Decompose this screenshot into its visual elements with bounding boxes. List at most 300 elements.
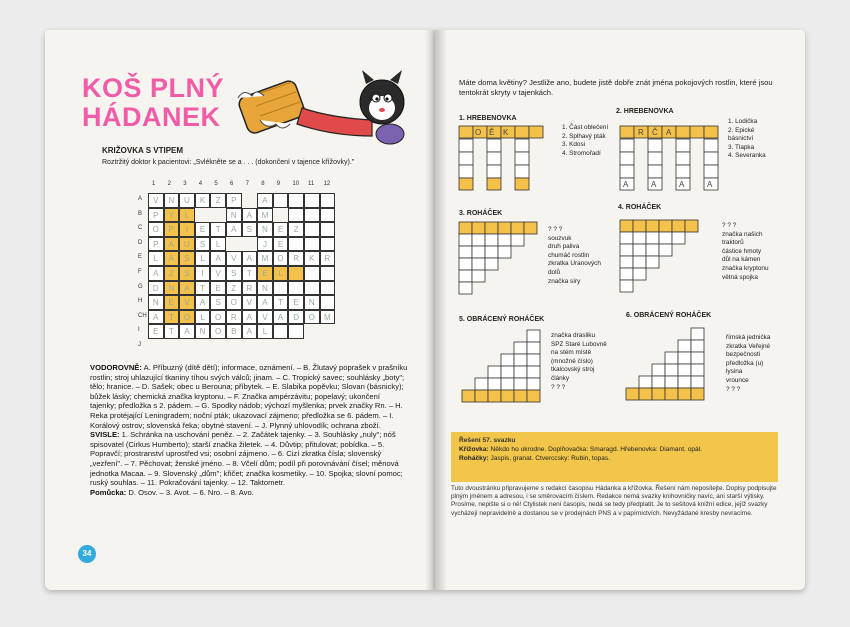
- crossword-cell: [288, 237, 304, 252]
- puzzle-cell: [633, 256, 646, 268]
- crossword-cell: [288, 281, 304, 296]
- puzzle-cell: [659, 232, 672, 244]
- crossword-cell: S: [242, 222, 258, 237]
- crossword-cell: A: [210, 251, 226, 266]
- puzzle-cell: [620, 152, 634, 165]
- title-line-1: KOŠ PLNÝ: [82, 73, 225, 103]
- puzzle-cell: [459, 234, 472, 246]
- answers-label-1: Křížovka:: [459, 446, 489, 453]
- row-letter: A: [138, 196, 143, 202]
- crossword-cell: P: [226, 193, 242, 208]
- column-number: 10: [292, 181, 300, 187]
- crossword-cell: L: [210, 237, 226, 252]
- crossword-cell: M: [320, 310, 336, 325]
- puzzle-cell: [459, 139, 473, 152]
- puzzle-1-clue: 2. Splhavý pták: [562, 132, 606, 140]
- crossword-cell: [304, 193, 320, 208]
- crossword-cell: [304, 237, 320, 252]
- clues-block: [90, 363, 408, 497]
- puzzle-letter: Č: [652, 128, 658, 137]
- puzzle-cell: [487, 165, 501, 178]
- column-number: 8: [261, 181, 265, 187]
- puzzle-6-clues: [726, 334, 788, 394]
- crossword-cell: N: [148, 295, 164, 310]
- crossword-cell: [320, 237, 336, 252]
- puzzle-cell: [472, 222, 485, 234]
- row-letter: G: [138, 283, 143, 290]
- answers-line-1: Někdo ho ukrodne. Doplňovačka: Smaragd. Hřebenovka: Diamant, opál.: [490, 446, 703, 453]
- puzzle-5-clues: [551, 332, 617, 392]
- crossword-cell: V: [210, 266, 226, 281]
- puzzle-cell: [472, 258, 485, 270]
- puzzle-letter: A: [651, 180, 657, 189]
- puzzle-cell: [459, 178, 473, 190]
- puzzle-3-clue: zkratka Uranových dolů: [548, 260, 601, 276]
- crossword-cell: [273, 324, 289, 339]
- puzzle-cell: [678, 388, 691, 400]
- puzzle-cell: [488, 390, 501, 402]
- puzzle-cell: [498, 234, 511, 246]
- puzzle-6-clue: vrounce: [726, 376, 749, 384]
- puzzle-1-clue: 1. Část oblečení: [562, 124, 609, 131]
- footer-note: Tuto dvoustránku připravujeme s redakcí časopisu Hádanka a křížovka. Řešení nám neposílejte. Doplsy podpisujte plným jménem a adresou, i se směrovacím číslem. Redakce nemá svazky knihovničky navíc, ani starší výtisky. Prosíme, nepište si o ně! Ctylistek není časopis, nedá se tedy předplatit. Je to sešitová knižní edice, jejíž svazky vycházejí nepravidelně a dostanou se v prodejnách PNS a v papírnictvích. Nevyžádané kresby nevracíme.: [451, 485, 777, 517]
- across-clues: A. Příbuzný (dítě dětí); informace, oznámení. – B. Žlutavý poprašek v prašníku rostlin; stroj uhlazující tkaniny tíhou svých válců; jinam. – C. Tropický savec; souhlásky „boty"; tělo; hranice. – D. Sašek; obec u Berouna; příbytek. – E. Slabika popěvku; Slovan (básnicky); bůžek lásky; chemická značka kryptonu. – F. Značka ampérzávitu; popelavý; ukončení tajenky; předložka s 2. pádem. – G. Spodky nádob; výchozí myšlenka; prvek značky Rn. – H. Reka protéjající Leningradem; noční pták; ukazovací zájmeno; předložka se 6. pádem. – I. Korálový ostrov; slovenská řeka; obytné stavení. – J. Plynný uhlovodík; ochrana zboží.: [90, 363, 408, 430]
- puzzle-letter: A: [679, 180, 685, 189]
- crossword-cell: A: [273, 310, 289, 325]
- crossword-cell: S: [179, 266, 195, 281]
- down-heading: SVISLE:: [90, 430, 120, 440]
- puzzle-cell: [672, 232, 685, 244]
- puzzle-cell: [665, 352, 678, 364]
- crossword-cell: [273, 193, 289, 208]
- puzzle-3-clue: souzvuk: [548, 234, 572, 242]
- puzzle-cell: [620, 268, 633, 280]
- crossword-cell: [288, 193, 304, 208]
- puzzle-6-clue: lysina: [726, 368, 743, 376]
- puzzle-cell: [514, 366, 527, 378]
- row-letter: H: [138, 298, 143, 305]
- puzzle-2-clue: 2. Epické básnictví: [728, 126, 755, 143]
- crossword-cell: T: [273, 295, 289, 310]
- puzzle-6-clue: ? ? ?: [726, 385, 741, 393]
- puzzle-cell: [676, 165, 690, 178]
- crossword-cell: N: [164, 193, 180, 208]
- puzzle-cell: [633, 220, 646, 232]
- puzzle-cell: [704, 152, 718, 165]
- crossword-cell: L: [148, 251, 164, 266]
- crossword-cell: E: [210, 281, 226, 296]
- crossword-cell: N: [164, 281, 180, 296]
- puzzle-cell: [620, 232, 633, 244]
- puzzle-cell: [485, 234, 498, 246]
- crossword-cell: O: [273, 251, 289, 266]
- answers-label-2: Roháčky:: [459, 455, 489, 462]
- puzzle-cell: [646, 232, 659, 244]
- page-number-badge: 34: [78, 545, 96, 563]
- crossword-cell: A: [148, 266, 164, 281]
- puzzle-1-clue: 3. Kdosi: [562, 141, 586, 149]
- crossword-cell: [304, 222, 320, 237]
- puzzle-cell: [652, 388, 665, 400]
- puzzle-cell: [511, 234, 524, 246]
- page-title: [82, 74, 224, 132]
- answers-line-2: Jaspis, granat. Ctverccsky: Rubin, topas.: [490, 455, 611, 462]
- puzzle-4-clue: ? ? ?: [722, 222, 737, 229]
- crossword-cell: [288, 324, 304, 339]
- puzzle-cell: [459, 222, 472, 234]
- crossword-cell: [320, 266, 336, 281]
- puzzle-2-clues: [728, 118, 780, 161]
- puzzle-cell: [626, 388, 639, 400]
- puzzle-cell: [691, 376, 704, 388]
- row-letter: C: [138, 225, 143, 232]
- puzzle-6-clue: zkratka Veřejné bezpečnosti: [726, 342, 771, 359]
- crossword-cell: S: [195, 237, 211, 252]
- puzzle-cell: [527, 390, 540, 402]
- crossword-cell: O: [226, 295, 242, 310]
- column-number: 5: [214, 181, 218, 187]
- puzzle-3-clue: ? ? ?: [548, 226, 563, 233]
- puzzle-cell: [459, 270, 472, 282]
- puzzle-cell: [475, 390, 488, 402]
- row-letter: CH: [138, 312, 147, 319]
- puzzle-6-title: 6. OBRÁCENÝ ROHÁČEK: [626, 312, 712, 319]
- crossword-cell: A: [226, 222, 242, 237]
- puzzle-3-clue: značka síry: [548, 277, 581, 285]
- column-number: 4: [198, 181, 203, 187]
- puzzle-cell: [691, 328, 704, 340]
- crossword-cell: R: [226, 310, 242, 325]
- puzzle-letter: R: [638, 128, 644, 137]
- puzzle-cell: [459, 152, 473, 165]
- crossword-cell: A: [242, 251, 258, 266]
- crossword-cell: L: [195, 310, 211, 325]
- crossword-cell: A: [179, 281, 195, 296]
- puzzle-cell: [704, 165, 718, 178]
- crossword-cell: A: [179, 324, 195, 339]
- puzzle-cell: [648, 152, 662, 165]
- puzzle-2-title: 2. HREBENOVKA: [616, 108, 674, 115]
- row-letter: I: [138, 327, 140, 334]
- puzzle-cell: [620, 220, 633, 232]
- puzzle-4-title: 4. ROHÁČEK: [618, 204, 662, 211]
- down-clues: 1. Schránka na uschování peněz. – 2. Začátek tajenky. – 3. Souhlásky „nuly"; nóš spisovatel (Cirkus Humberto); starší značka žiletek. – 4. Důvtip; přitulovat; pobídka. – 5. Popravčí; prostranství uprostřed vsi; osobní zájmeno. – 6. Cizí zkratka čísla; slovenský „vezření". – 7. Pěchovat; ženské jméno. – 8. Včelí dům; podíl při porovnávání čísel; měnová jednotka Macaa. – 9. Slovenský „dům"; křičet; značka kosmetiky. – 10. Spojka; slovní pomoc; ruský souhlas. – 11. Pokračování tajenky. – 12. Taktometr.: [90, 430, 403, 488]
- puzzle-1-grid: [459, 122, 555, 197]
- puzzle-cell: [514, 354, 527, 366]
- puzzle-cell: [487, 178, 501, 190]
- puzzle-cell: [646, 256, 659, 268]
- book-gutter: [425, 30, 447, 590]
- crossword-cell: [288, 208, 304, 223]
- puzzle-5-title: 5. OBRÁCENÝ ROHÁČEK: [459, 316, 545, 323]
- puzzle-cell: [514, 378, 527, 390]
- crossword-cell: I: [195, 266, 211, 281]
- crossword-cell: [273, 281, 289, 296]
- puzzle-cell: [485, 246, 498, 258]
- crossword-cell: [288, 266, 304, 281]
- crossword-cell: S: [179, 251, 195, 266]
- puzzle-cell: [511, 222, 524, 234]
- crossword-cell: M: [257, 208, 273, 223]
- puzzle-cell: [633, 268, 646, 280]
- crossword-cell: O: [210, 324, 226, 339]
- crossword-cell: P: [164, 222, 180, 237]
- crossword-cell: Z: [210, 193, 226, 208]
- crossword-cell: A: [164, 237, 180, 252]
- section-heading: KRIŽOVKA S VTIPEM: [102, 146, 184, 155]
- puzzle-4-clue: větná spojka: [722, 273, 758, 281]
- crossword-cell: Z: [288, 222, 304, 237]
- puzzle-cell: [639, 376, 652, 388]
- crossword-cell: K: [304, 251, 320, 266]
- puzzle-3-clues: [548, 226, 606, 286]
- puzzle-cell: [633, 244, 646, 256]
- puzzle-5-clue: značka drasliku: [551, 332, 596, 339]
- puzzle-cell: [472, 246, 485, 258]
- puzzle-5-clue: SPZ Staré Lubovně: [551, 340, 607, 348]
- crossword-cell: N: [257, 222, 273, 237]
- puzzle-2-clue: 3. Tlapka: [728, 143, 755, 151]
- crossword-cell: V: [148, 193, 164, 208]
- crossword-cell: I: [179, 222, 195, 237]
- puzzle-cell: [514, 390, 527, 402]
- puzzle-cell: [620, 280, 633, 292]
- puzzle-3-clue: chumáč rostlin: [548, 251, 590, 259]
- crossword-cell: [304, 266, 320, 281]
- puzzle-cell: [678, 340, 691, 352]
- crossword-intro: Roztržitý doktor k pacientovi: „Svlékněte se a . . . (dokončení v tajence křížovky).": [102, 159, 355, 166]
- crossword-cell: [304, 281, 320, 296]
- puzzle-cell: [676, 152, 690, 165]
- puzzle-cell: [527, 366, 540, 378]
- right-intro: Máte doma květiny? Jestliže ano, budete jistě dobře znát jména pokojových rostlin, které jsou tentokrát skryty v tajenkách.: [459, 78, 773, 97]
- puzzle-4-clue: důl na kámen: [722, 256, 761, 264]
- cat-illustration: [232, 68, 422, 148]
- puzzle-cell: [527, 342, 540, 354]
- puzzle-cell: [646, 220, 659, 232]
- puzzle-cell: [639, 388, 652, 400]
- across-heading: VODOROVNĚ:: [90, 363, 142, 372]
- puzzle-cell: [514, 342, 527, 354]
- crossword-cell: E: [273, 222, 289, 237]
- puzzle-cell: [459, 126, 473, 138]
- puzzle-5-clue: články: [551, 374, 570, 382]
- puzzle-cell: [672, 220, 685, 232]
- helper-text: D. Osov. – 3. Avot. – 6. Nro. – 8. Avo.: [128, 487, 254, 497]
- puzzle-cell: [690, 126, 704, 138]
- crossword-cell: A: [148, 310, 164, 325]
- puzzle-cell: [515, 165, 529, 178]
- puzzle-cell: [620, 126, 634, 138]
- puzzle-cell: [665, 376, 678, 388]
- puzzle-letter: A: [666, 128, 672, 137]
- crossword-cell: O: [210, 310, 226, 325]
- row-letter: D: [138, 239, 143, 246]
- crossword-cell: A: [195, 295, 211, 310]
- column-number: 7: [245, 181, 249, 187]
- puzzle-cell: [652, 376, 665, 388]
- puzzle-3-clue: druh paliva: [548, 243, 580, 251]
- crossword-cell: V: [242, 295, 258, 310]
- puzzle-6-clue: předložka (u): [726, 359, 764, 367]
- crossword-cell: E: [288, 295, 304, 310]
- crossword-cell: A: [242, 310, 258, 325]
- puzzle-cell: [459, 165, 473, 178]
- crossword-cell: N: [195, 324, 211, 339]
- puzzle-cell: [704, 126, 718, 138]
- puzzle-cell: [515, 152, 529, 165]
- puzzle-cell: [676, 126, 690, 138]
- crossword-cell: [320, 208, 336, 223]
- crossword-cell: A: [257, 193, 273, 208]
- puzzle-cell: [704, 139, 718, 152]
- crossword-cell: [320, 193, 336, 208]
- crossword-cell: [320, 295, 336, 310]
- puzzle-cell: [459, 282, 472, 294]
- puzzle-4-clues: [722, 222, 782, 282]
- crossword-cell: T: [164, 324, 180, 339]
- puzzle-cell: [678, 376, 691, 388]
- puzzle-cell: [620, 244, 633, 256]
- crossword-cell: V: [179, 295, 195, 310]
- puzzle-6-clue: římská jednička: [726, 334, 771, 341]
- crossword-cell: A: [242, 324, 258, 339]
- crossword-cell: U: [179, 237, 195, 252]
- puzzle-cell: [501, 390, 514, 402]
- puzzle-cell: [488, 378, 501, 390]
- crossword-cell: E: [195, 222, 211, 237]
- puzzle-letter: O: [475, 128, 482, 137]
- puzzle-letter: K: [503, 128, 509, 137]
- puzzle-cell: [676, 139, 690, 152]
- puzzle-cell: [529, 126, 543, 138]
- puzzle-cell: [648, 139, 662, 152]
- puzzle-1-clues: [562, 124, 622, 158]
- crossword-cell: O: [148, 222, 164, 237]
- helper-heading: Pomůcka:: [90, 487, 127, 497]
- puzzle-cell: [485, 258, 498, 270]
- puzzle-cell: [524, 222, 537, 234]
- puzzle-2-clue: 4. Severanka: [728, 152, 766, 160]
- puzzle-cell: [665, 388, 678, 400]
- puzzle-2-grid: [620, 122, 720, 192]
- puzzle-5-clue: na stém místě (množné číslo): [551, 349, 593, 365]
- crossword-cell: R: [320, 251, 336, 266]
- puzzle-cell: [685, 220, 698, 232]
- crossword-cell: M: [257, 251, 273, 266]
- puzzle-cell: [678, 364, 691, 376]
- puzzle-cell: [487, 139, 501, 152]
- crossword-cell: U: [179, 193, 195, 208]
- puzzle-cell: [501, 378, 514, 390]
- puzzle-cell: [488, 366, 501, 378]
- row-letter: J: [138, 342, 141, 348]
- crossword-cell: T: [210, 222, 226, 237]
- crossword-cell: E: [148, 324, 164, 339]
- puzzle-cell: [459, 246, 472, 258]
- puzzle-cell: [527, 378, 540, 390]
- puzzle-1-title: 1. HREBENOVKA: [459, 115, 517, 122]
- puzzle-cell: [475, 378, 488, 390]
- puzzle-cell: [691, 340, 704, 352]
- puzzle-cell: [659, 220, 672, 232]
- puzzle-cell: [501, 354, 514, 366]
- column-number: 6: [230, 181, 234, 187]
- crossword-cell: V: [226, 251, 242, 266]
- puzzle-cell: [691, 388, 704, 400]
- puzzle-cell: [515, 178, 529, 190]
- puzzle-cell: [620, 256, 633, 268]
- puzzle-cell: [472, 234, 485, 246]
- puzzle-6-grid: [626, 328, 712, 416]
- puzzle-5-clue: ? ? ?: [551, 383, 566, 391]
- puzzle-2-clue: 1. Lodička: [728, 118, 758, 125]
- crossword-cell: O: [304, 310, 320, 325]
- crossword-cell: T: [195, 281, 211, 296]
- puzzle-cell: [659, 244, 672, 256]
- title-line-2: HÁDANEK: [82, 102, 221, 132]
- crossword-cell: O: [179, 310, 195, 325]
- column-number: 11: [308, 181, 315, 187]
- crossword-cell: T: [242, 266, 258, 281]
- puzzle-3-grid: [459, 222, 545, 302]
- puzzle-5-grid: [462, 330, 544, 416]
- puzzle-cell: [498, 246, 511, 258]
- puzzle-letter: A: [707, 180, 713, 189]
- crossword-cell: S: [226, 266, 242, 281]
- puzzle-cell: [633, 232, 646, 244]
- crossword-cell: S: [210, 295, 226, 310]
- row-letter: E: [138, 254, 143, 261]
- row-letter: F: [138, 269, 142, 275]
- puzzle-letter: Ě: [489, 128, 495, 137]
- crossword-cell: T: [164, 310, 180, 325]
- crossword-cell: Z: [226, 281, 242, 296]
- puzzle-letter: A: [623, 180, 629, 189]
- puzzle-cell: [515, 139, 529, 152]
- crossword-cell: A: [257, 295, 273, 310]
- crossword-cell: [320, 222, 336, 237]
- puzzle-cell: [527, 330, 540, 342]
- row-letter: B: [138, 210, 143, 217]
- crossword-cell: D: [148, 281, 164, 296]
- puzzle-cell: [665, 364, 678, 376]
- crossword-cell: A: [242, 208, 258, 223]
- puzzle-4-grid: [620, 220, 706, 300]
- puzzle-cell: [515, 126, 529, 138]
- puzzle-cell: [472, 270, 485, 282]
- crossword-cell: P: [148, 237, 164, 252]
- puzzle-1-clue: 4. Stromořadí: [562, 149, 601, 157]
- crossword-cell: V: [257, 310, 273, 325]
- puzzle-cell: [620, 165, 634, 178]
- crossword-cell: N: [257, 281, 273, 296]
- crossword-cell: L: [179, 208, 195, 223]
- puzzle-cell: [485, 222, 498, 234]
- crossword-cell: L: [257, 324, 273, 339]
- crossword-cell: A: [164, 251, 180, 266]
- puzzle-cell: [691, 352, 704, 364]
- puzzle-cell: [527, 354, 540, 366]
- crossword-cell: L: [195, 251, 211, 266]
- crossword-cell: Y: [164, 208, 180, 223]
- crossword-cell: P: [148, 208, 164, 223]
- puzzle-cell: [678, 352, 691, 364]
- puzzle-4-clue: značka našich traktorů: [722, 230, 763, 247]
- puzzle-4-clue: částice hmoty: [722, 247, 762, 255]
- crossword-cell: N: [304, 295, 320, 310]
- puzzle-cell: [646, 244, 659, 256]
